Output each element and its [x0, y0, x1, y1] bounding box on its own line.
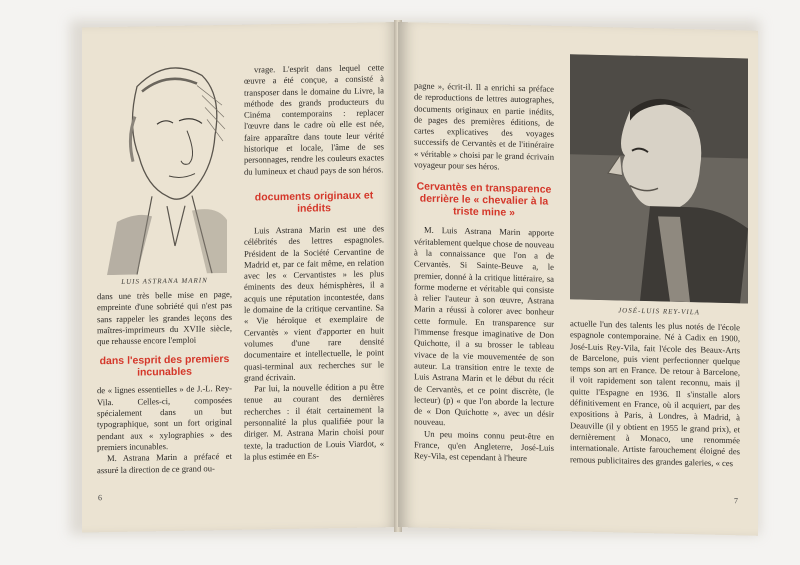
paragraph: dans une très belle mise en page, empreinte d'une sobriété qui n'est pas sans rappeler les grandes leçons des maîtres-imprimeurs du XVIIe siècle, que rehausse encore l'emploi: [97, 288, 232, 347]
section-heading: documents originaux et inédits: [254, 189, 374, 215]
portrait-photo: [570, 54, 748, 303]
paragraph: M. Luis Astrana Marin apporte véritablement quelque chose de nouveau à la connaissance que l'on a de Cervantès. Si Sainte-Beuve a, le premier, donné à la critique littéraire, sa forme moderne et véritable qui consiste à relier l'auteur à son œuvre, Astrana Marin a réussi à colorer avec bonheur cette formule. En transparence sur l'immense fresque imaginative de Don Quichotte, il a su brosser le tableau vivace de la vie mouvementée de son auteur. La transition entre le texte de Luis Astrana Marin et le début du récit de Cervantès, et ce point discrète, (le lecteur) (p) « que l'on aborde la lecture de « Don Quichotte », avec un désir nouveau.: [414, 225, 554, 428]
paragraph: actuelle l'un des talents les plus notés de l'école espagnole contemporaine. Né à Cadix en 1900, José-Luis Rey-Vila, fait l'école des Beaux-Arts de Barcelone, puis vient perfectionner quelque temps son art en France. De retour à Barcelone, il voit rapidement son talent reconnu, mais il quitte l'Espagne en 1936. Il s'installe alors définitivement en France, où il acquiert, par des expositions à Paris, à Londres, à Madrid, à Deauville (il y obtient en 1955 le grand prix), et dernièrement à Monaco, une renommée internationale. Artiste farouchement éloigné des remous publicitaires des grandes galeries, « ces: [570, 318, 740, 468]
page-number: 7: [734, 496, 738, 506]
paragraph: M. Astrana Marin a préfacé et assuré la direction de ce grand ou-: [97, 451, 232, 475]
right-page: [398, 22, 758, 536]
portrait-caption: LUIS ASTRANA MARIN: [121, 276, 208, 286]
section-heading: Cervantès en transparence derrière le « chevalier à la triste mine »: [416, 180, 552, 220]
right-column-1: [414, 80, 554, 465]
section-heading: dans l'esprit des premiers incunables: [99, 353, 230, 380]
page-number: 6: [98, 493, 102, 503]
photo-caption: JOSÉ-LUIS REY-VILA: [618, 306, 700, 317]
left-column-1: [97, 289, 232, 476]
paragraph: Luis Astrana Marin est une des célébrités des lettres espagnoles. Président de la Société Cervantine de Madrid et, par ce fait même, en relation avec les « Cervantistes » les plus éminents des deux hémisphères, il a acquis une réputation incontestée, dans le domaine de la critique cervantine. Sa « Vie héroïque et exemplaire de Cervantès » vient d'apporter en huit volumes d'une rare densité documentaire et intellectuelle, le point quasi-terminal aux recherches sur le grand écrivain.: [244, 223, 384, 383]
portrait-sketch: [97, 45, 232, 275]
paragraph: pagne », écrit-il. Il a enrichi sa préface de reproductions de lettres autographes, documents originaux en partie inédits, de pages des premières éditions, de cartes explicatives des voyages successifs de Cervantès et de l'itinéraire « véritable » choisi par le grand écrivain voyageur pour ses héros.: [414, 80, 554, 172]
paragraph: vrage. L'esprit dans lequel cette œuvre a été conçue, a consisté à transposer dans le domaine du Livre, la méthode des grands producteurs du Cinéma contemporains : replacer l'œuvre dans le cadre où elle est née, faire apparaître dans toute leur vérité historique et locale, l'âme de ses personnages, rendre les couleurs exactes du lumineux et chaud pays de son héros.: [244, 62, 384, 177]
left-page: [82, 22, 400, 533]
left-column-2: [244, 62, 384, 463]
paragraph: Par lui, la nouvelle édition a pu être tenue au courant des dernières recherches : il était certainement la personnalité la plus qualifiée pour la diriger. M. Astrana Marin choisi pour texte, la traduction de Louis Viardot, « la plus estimée en Es-: [244, 381, 384, 462]
paragraph: Un peu moins connu peut-être en France, qu'en Angleterre, José-Luis Rey-Vila, est cependant à l'heure: [414, 428, 554, 464]
right-column-2: [570, 318, 740, 469]
paragraph: de « lignes essentielles » de J.-L. Rey-Vila. Celles-ci, composées spécialement dans un but typographique, sont un fort original pendant aux « xylographies » des premiers incunables.: [97, 383, 232, 453]
